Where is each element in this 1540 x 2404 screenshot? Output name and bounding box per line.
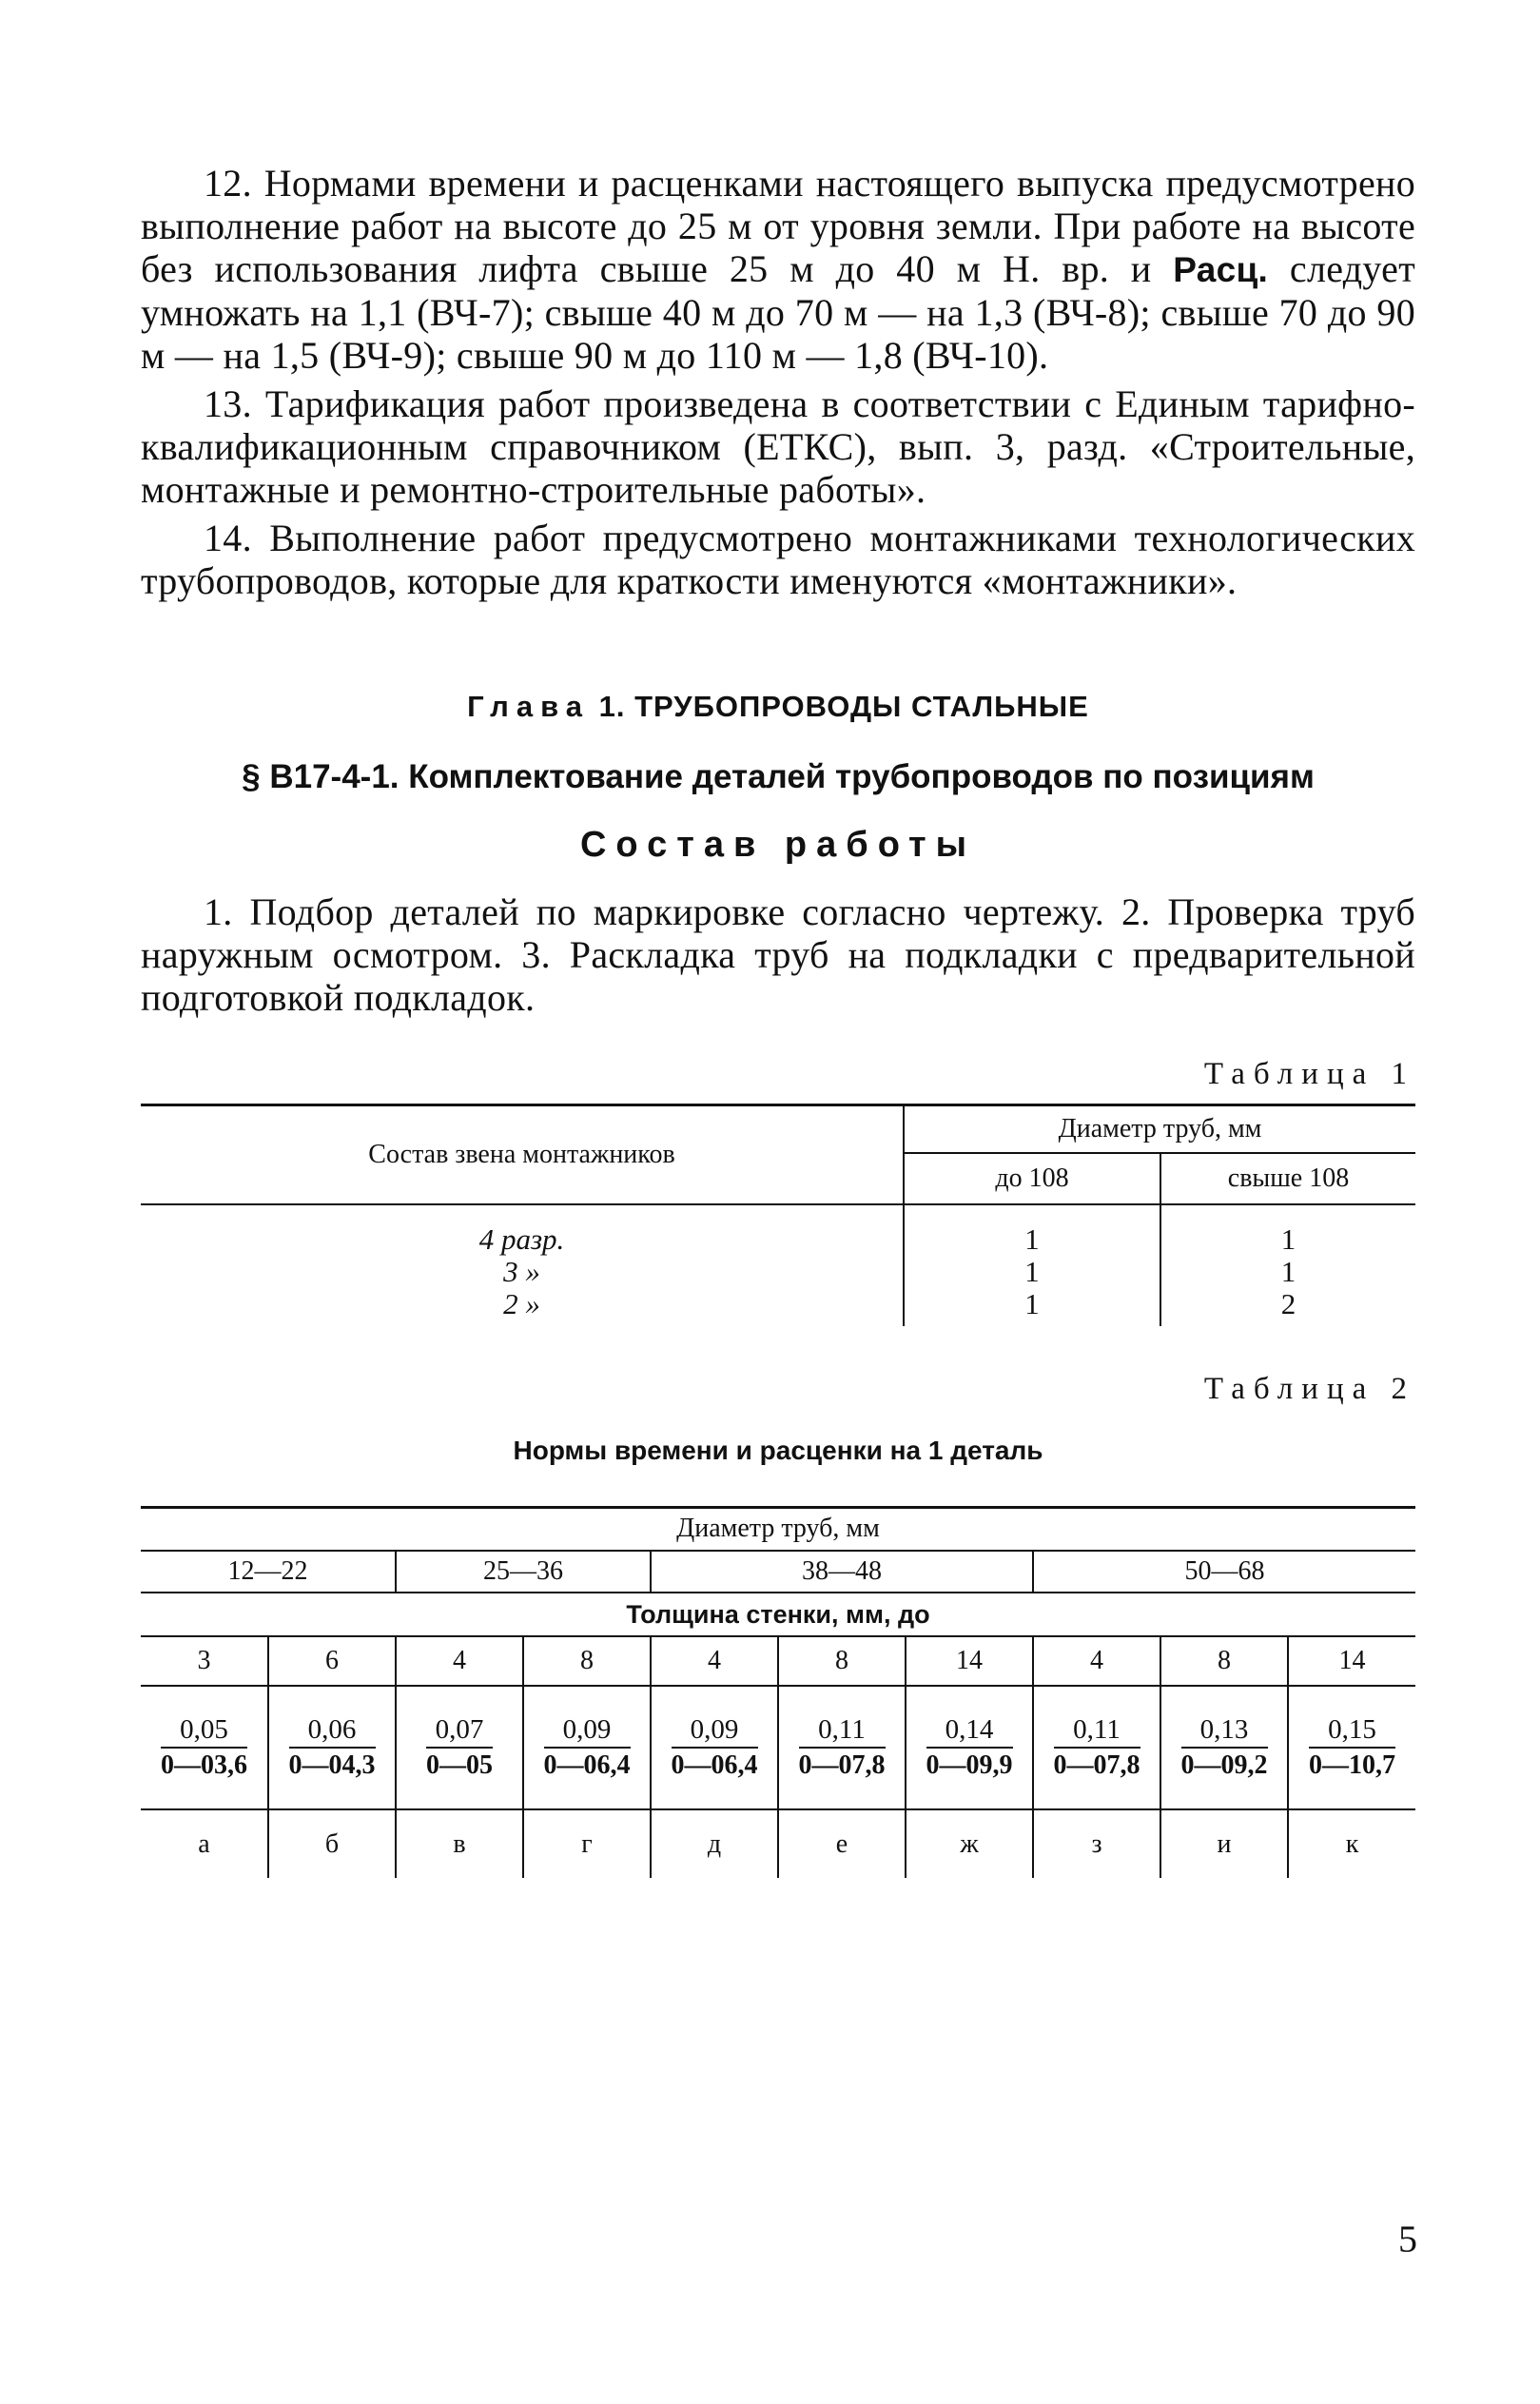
paragraph-14: 14. Выполнение работ предусмотрено монтажниками технологических трубопроводов, которые для краткости именуются «монтажники». [141,517,1415,602]
table2-letter: г [523,1809,651,1878]
table1 [141,1104,1415,1326]
chapter-name: 1. ТРУБОПРОВОДЫ СТАЛЬНЫЕ [590,690,1089,723]
rate: 0—10,7 [1309,1750,1395,1780]
table2-letter: к [1288,1809,1415,1878]
section-title: § В17-4-1. Комплектование деталей трубопроводов по позициям [242,758,1315,795]
table2-value-cell [1288,1686,1415,1809]
work-description: 1. Подбор деталей по маркировке согласно чертежу. 2. Проверка труб наружным осмотром. 3. Раскладка труб на подкладки с предварительной подготовкой подкладок. [141,890,1415,1019]
table1-cell: 1 [1160,1256,1415,1288]
table1-cell: 2 [1160,1288,1415,1326]
table2-diameter-group: 25—36 [396,1551,651,1593]
table2-wall: 4 [1033,1636,1160,1686]
table2-value-cell [778,1686,906,1809]
table2-diameter-group: 50—68 [1033,1551,1415,1593]
paragraph-12 [141,162,1415,377]
table1-cell: 1 [904,1204,1160,1256]
table2-value-cell [141,1686,268,1809]
table2-wall: 14 [906,1636,1033,1686]
norm-time: 0,13 [1181,1712,1268,1749]
table2-value-cell [1160,1686,1288,1809]
norm-time: 0,05 [161,1712,247,1749]
table2-title: Нормы времени и расценки на 1 деталь [513,1435,1043,1465]
page-number: 5 [1398,2218,1417,2260]
paragraph-12-bold: Расц. [1173,250,1269,289]
norm-time: 0,09 [672,1712,758,1749]
table2-diameter-group: 38—48 [651,1551,1033,1593]
table2-letter: а [198,1828,210,1859]
table2-letter: б [268,1809,396,1878]
table2-letter: в [396,1809,523,1878]
paragraph-12-text: 12. Нормами времени и расценками настоящего выпуска предусмотрено выполнение работ на высоте до 25 м от уровня земли. При работе на высоте без использования лифта свыше 25 м до 40 м Н. вр. и [141,162,1415,290]
table2-wall: 6 [268,1636,396,1686]
table2-letter: и [1160,1809,1288,1878]
table2-label: Таблица 2 [1203,1371,1415,1406]
table1-row-grade [141,1256,904,1288]
grade-3: 3 » [503,1254,540,1288]
work-heading: Состав работы [579,825,977,865]
rate: 0—07,8 [1053,1750,1140,1780]
table2-wall: 4 [396,1636,523,1686]
table2-diameter-group: 12—22 [141,1551,396,1593]
table1-cell: 1 [1160,1204,1415,1256]
table1-row-grade [141,1288,904,1326]
table2-wall: 4 [651,1636,778,1686]
rate: 0—06,4 [671,1750,758,1780]
rate: 0—09,2 [1180,1750,1268,1780]
grade-4: 4 разр. [478,1222,565,1256]
table2-letter: д [651,1809,778,1878]
table2-letter: ж [906,1809,1033,1878]
table1-header-over-108: свыше 108 [1160,1153,1415,1204]
norm-time: 0,15 [1309,1712,1395,1749]
table2-value-cell [523,1686,651,1809]
table2-wall: 8 [1160,1636,1288,1686]
norm-time: 0,06 [289,1712,376,1749]
paragraph-12-text-end: следует умножать на 1,1 (ВЧ-7); свыше 40 м до 70 м — на 1,3 (ВЧ-8); свыше 70 до 90 м — на 1,5 (ВЧ-9); свыше 90 м до 110 м — 1,8 (ВЧ-10). [141,247,1415,377]
rate: 0—09,9 [926,1750,1013,1780]
table1-header-diameter: Диаметр труб, мм [904,1105,1415,1153]
table1-header-crew: Состав звена монтажников [141,1105,904,1204]
table2-wall: 8 [778,1636,906,1686]
table2-wall-header: Толщина стенки, мм, до [141,1593,1415,1636]
table2-wall: 3 [141,1636,268,1686]
table2-wall: 8 [523,1636,651,1686]
norm-time: 0,07 [426,1712,493,1749]
chapter-title [141,690,1415,724]
table2-value-cell [651,1686,778,1809]
table1-cell: 1 [904,1288,1160,1326]
rate: 0—06,4 [543,1750,631,1780]
table2-value-cell [396,1686,523,1809]
table2-letter: з [1033,1809,1160,1878]
rate: 0—04,3 [288,1750,376,1780]
norm-time: 0,14 [926,1712,1013,1749]
chapter-prefix: Глава [467,690,591,723]
table2-value-cell [1033,1686,1160,1809]
table2-letter: е [778,1809,906,1878]
rate: 0—05 [426,1750,493,1780]
table1-label: Таблица 1 [1203,1057,1415,1091]
grade-2: 2 » [503,1286,540,1320]
table2 [141,1506,1415,1879]
table2-value-cell [268,1686,396,1809]
table2-diameter-header: Диаметр труб, мм [141,1507,1415,1551]
table2-wall: 14 [1288,1636,1415,1686]
document-page [141,162,1415,1878]
rate: 0—03,6 [161,1750,247,1780]
norm-time: 0,09 [544,1712,631,1749]
table1-header-up-to-108: до 108 [904,1153,1160,1204]
table1-cell: 1 [904,1256,1160,1288]
table2-value-cell [906,1686,1033,1809]
norm-time: 0,11 [1054,1712,1140,1749]
rate: 0—07,8 [798,1750,886,1780]
paragraph-13: 13. Тарификация работ произведена в соответствии с Единым тарифно-квалификационным справочником (ЕТКС), вып. 3, разд. «Строительные, монтажные и ремонтно-строительные работы». [141,382,1415,511]
table1-row-grade [141,1204,904,1256]
norm-time: 0,11 [799,1712,886,1749]
